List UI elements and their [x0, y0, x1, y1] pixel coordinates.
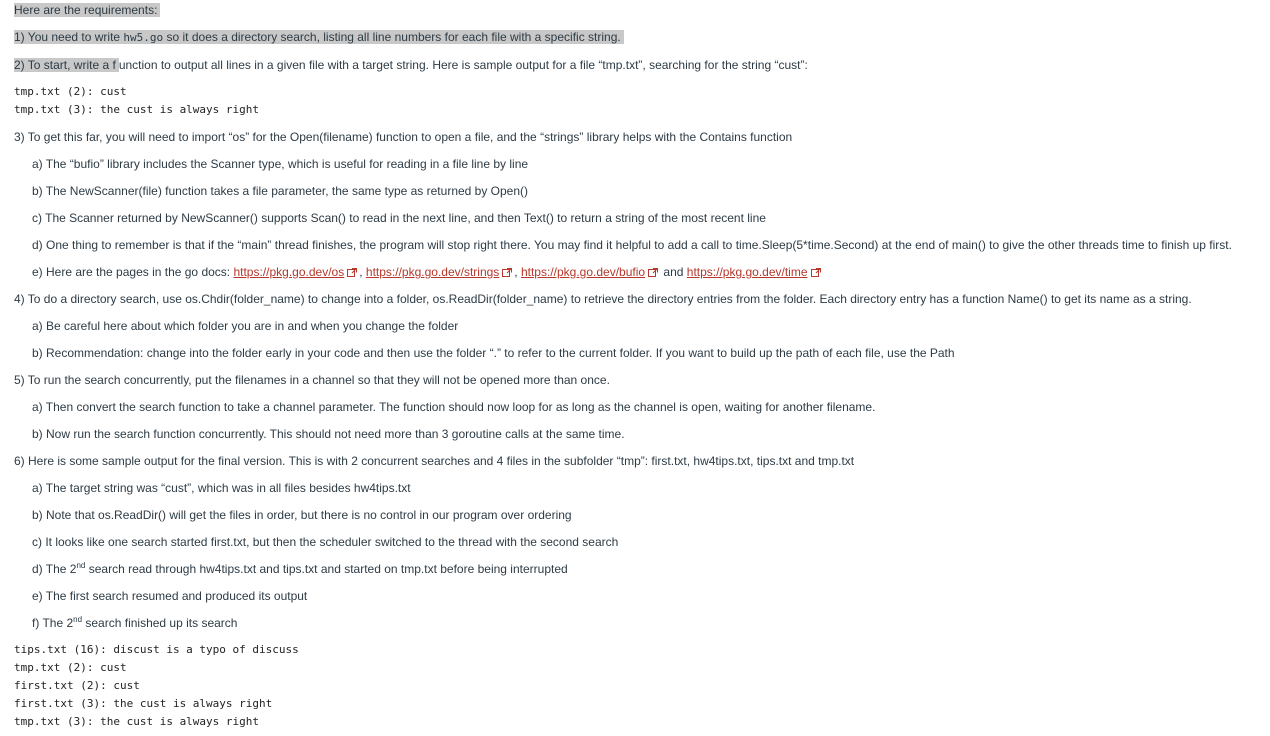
link-bufio[interactable]: https://pkg.go.dev/bufio	[520, 265, 646, 279]
requirement-5b: b) Now run the search function concurrently. This should not need more than 3 goroutine calls at the same time.	[32, 427, 625, 441]
requirement-6f: f) The 2nd search finished up its search	[32, 615, 238, 630]
requirement-3e: e) Here are the pages in the go docs: https://pkg.go.dev/os , https://pkg.go.dev/strings , https://pkg.go.dev/bufio and https://pkg.go.dev/time	[32, 263, 823, 281]
requirement-1	[14, 28, 624, 46]
requirement-3d: d) One thing to remember is that if the “main” thread finishes, the program will stop right there. You may find it helpful to add a call to time.Sleep(5*time.Second) at the end of main() to give the other threads time to finish up first.	[32, 238, 1232, 252]
external-link-icon	[811, 268, 821, 277]
requirement-1-highlight: 1) You need to write hw5.go so it does a directory search, listing all line numbers for each file with a specific string.	[14, 30, 624, 44]
requirement-6a: a) The target string was “cust”, which was in all files besides hw4tips.txt	[32, 481, 411, 495]
requirement-6e: e) The first search resumed and produced its output	[32, 589, 308, 603]
final-output-line: tips.txt (16): discust is a typo of discuss	[14, 643, 299, 656]
sample-output-line: tmp.txt (3): the cust is always right	[14, 103, 260, 116]
external-link-icon	[648, 268, 658, 277]
sample-output-line: tmp.txt (2): cust	[14, 85, 127, 98]
requirement-6b: b) Note that os.ReadDir() will get the files in order, but there is no control in our program over ordering	[32, 508, 572, 522]
requirement-5a: a) Then convert the search function to take a channel parameter. The function should now loop for as long as the channel is open, waiting for another filename.	[32, 400, 876, 414]
requirement-6: 6) Here is some sample output for the final version. This is with 2 concurrent searches and 4 files in the subfolder “tmp”: first.txt, hw4tips.txt, tips.txt and tmp.txt	[14, 454, 855, 468]
requirement-3a: a) The “bufio” library includes the Scanner type, which is useful for reading in a file line by line	[32, 157, 529, 171]
link-os[interactable]: https://pkg.go.dev/os	[233, 265, 345, 279]
final-output-line: tmp.txt (3): the cust is always right	[14, 715, 260, 728]
requirement-6d: d) The 2nd search read through hw4tips.txt and tips.txt and started on tmp.txt before being interrupted	[32, 561, 568, 576]
final-output-line: first.txt (2): cust	[14, 679, 140, 692]
requirement-4b: b) Recommendation: change into the folder early in your code and then use the folder “.” to refer to the current folder. If you want to build up the path of each file, use the Path	[32, 346, 955, 360]
external-link-icon	[347, 268, 357, 277]
code-filename: hw5.go	[123, 31, 164, 44]
requirement-3c: c) The Scanner returned by NewScanner() supports Scan() to read in the next line, and then Text() to return a string of the most recent line	[32, 211, 766, 225]
external-link-icon	[502, 268, 512, 277]
requirement-3b: b) The NewScanner(file) function takes a file parameter, the same type as returned by Open()	[32, 184, 529, 198]
requirement-6c: c) It looks like one search started first.txt, but then the scheduler switched to the thread with the second search	[32, 535, 619, 549]
requirement-4a: a) Be careful here about which folder you are in and when you change the folder	[32, 319, 459, 333]
link-time[interactable]: https://pkg.go.dev/time	[686, 265, 808, 279]
link-strings[interactable]: https://pkg.go.dev/strings	[365, 265, 500, 279]
requirement-4: 4) To do a directory search, use os.Chdir(folder_name) to change into a folder, os.ReadDir(folder_name) to retrieve the directory entries from the folder. Each directory entry has a function Name() to get its name as a string.	[14, 292, 1192, 306]
final-output-line: tmp.txt (2): cust	[14, 661, 127, 674]
requirement-3: 3) To get this far, you will need to import “os” for the Open(filename) function to open a file, and the “strings” library helps with the Contains function	[14, 130, 793, 144]
requirement-5: 5) To run the search concurrently, put the filenames in a channel so that they will not be opened more than once.	[14, 373, 610, 387]
requirement-2: 2) To start, write a f unction to output all lines in a given file with a target string. Here is sample output for a file “tmp.txt”, searching for the string “cust”:	[14, 58, 808, 72]
requirements-heading: Here are the requirements:	[14, 1, 160, 19]
final-output-line: first.txt (3): the cust is always right	[14, 697, 273, 710]
